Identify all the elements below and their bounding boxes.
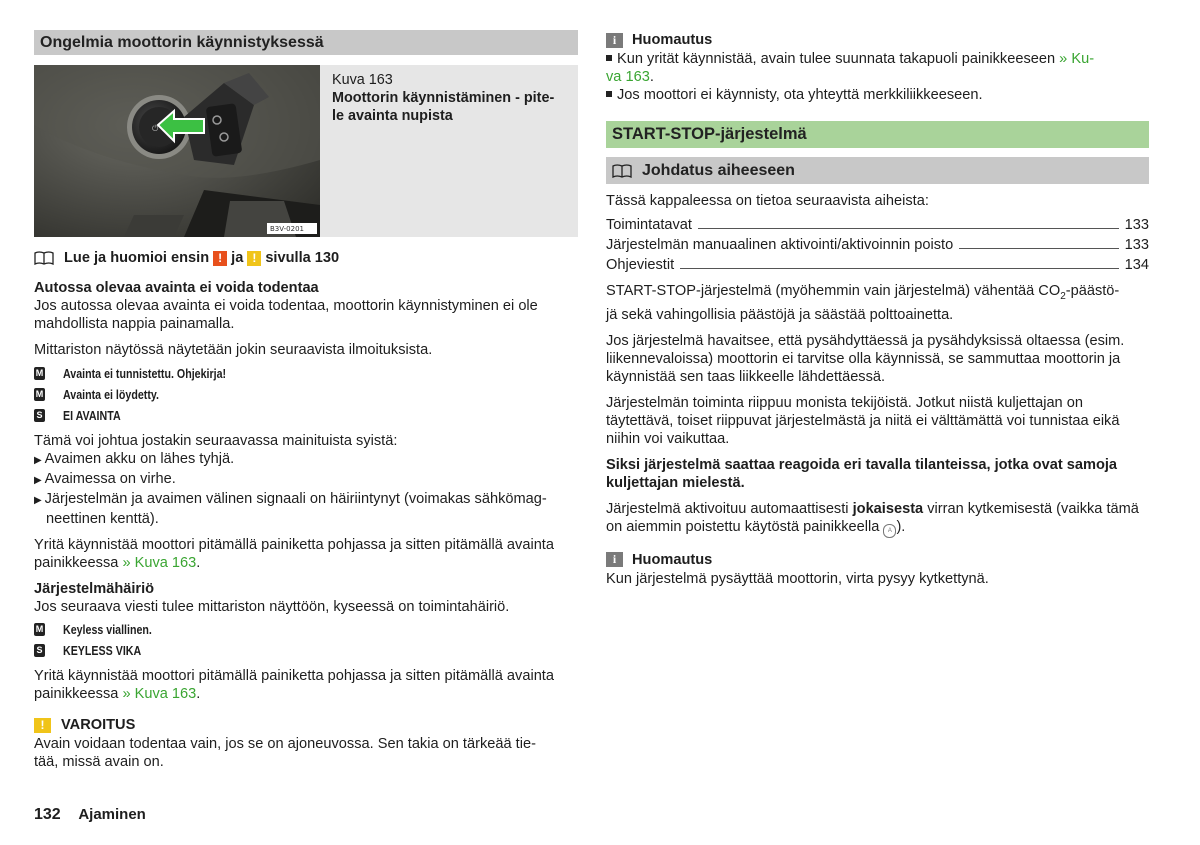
figure-code: B3V-0201	[270, 225, 304, 233]
book-icon	[612, 164, 632, 178]
warning-yellow-icon[interactable]: !	[247, 251, 261, 266]
toc-item[interactable]: Toimintatavat 133	[606, 217, 1149, 233]
list-item: S EI AVAINTA	[34, 405, 578, 426]
paragraph: Tässä kappaleessa on tietoa seuraavista aiheista:	[606, 193, 929, 209]
subheading-key-auth: Autossa olevaa avainta ei voida todentaa	[34, 280, 319, 296]
info-icon: i	[606, 33, 623, 48]
paragraph: Yritä käynnistää moottori pitämällä painiketta pohjassa ja sitten pitämällä avainta painikkeessa » Kuva 163.	[34, 668, 554, 702]
figure-link[interactable]: » Kuva 163	[122, 686, 197, 702]
paragraph: Tämä voi johtua jostakin seuraavassa mainituista syistä:	[34, 433, 398, 449]
paragraph: START-STOP-järjestelmä (myöhemmin vain järjestelmä) vähentää $CO_2-päästö-$ jä sekä vahingollisia päästöjä ja säästää polttoainetta.	[606, 283, 1120, 323]
note-heading: i Huomautus	[606, 30, 1149, 50]
figure-caption	[320, 65, 554, 237]
left-column	[34, 30, 578, 771]
list-item: ▶ Järjestelmän ja avaimen välinen signaali on häiriintynyt (voimakas sähkömag- neettinen kenttä).	[34, 491, 547, 527]
paragraph: Yritä käynnistää moottori pitämällä painiketta pohjassa ja sitten pitämällä avainta painikkeessa » Kuva 163.	[34, 537, 554, 571]
paragraph-bold: Siksi järjestelmä saattaa reagoida eri tavalla tilanteissa, jotka ovat samoja kuljettajan mielestä.	[606, 456, 1118, 491]
display-type-icon: S	[34, 409, 45, 422]
display-type-icon: M	[35, 624, 44, 634]
page-number: 132	[34, 806, 61, 823]
note-heading: i Huomautus	[606, 550, 1149, 570]
message-list-2	[34, 619, 578, 661]
paragraph: Mittariston näytössä näytetään jokin seuraavista ilmoituksista.	[34, 342, 433, 358]
figure-link[interactable]: » Kuva 163	[122, 555, 197, 571]
paragraph: Jos seuraava viesti tulee mittariston näyttöön, kyseessä on toimintahäiriö.	[34, 599, 510, 615]
section-title: Ongelmia moottorin käynnistyksessä	[34, 30, 578, 55]
note-item: Kun yrität käynnistää, avain tulee suunnata takapuoli painikkeeseen » Ku- va 163.	[606, 51, 1095, 85]
display-type-icon: M	[35, 389, 44, 399]
figure-link[interactable]: » Ku- va 163	[606, 51, 1095, 85]
warning-red-icon[interactable]: !	[213, 251, 227, 266]
paragraph: Jos autossa olevaa avainta ei voida todentaa, moottorin käynnistyminen ei ole mahdollista nappia painamalla.	[34, 298, 538, 332]
note-item: Jos moottori ei käynnisty, ota yhteyttä merkkiliikkeeseen.	[606, 86, 1149, 104]
warning-heading: ! VAROITUS	[34, 715, 578, 735]
display-type-icon: S	[34, 644, 45, 657]
chapter-name: Ajaminen	[78, 806, 146, 823]
list-item: ▶ Avaimen akku on lähes tyhjä.	[34, 451, 235, 467]
causes-list	[34, 450, 578, 528]
list-item: ▶ Avaimessa on virhe.	[34, 471, 176, 487]
toc-item[interactable]: Ohjeviestit 134	[606, 257, 1149, 273]
book-icon	[34, 251, 54, 265]
section-title: START-STOP-järjestelmä	[606, 121, 1149, 148]
warning-icon: !	[34, 718, 51, 733]
figure-163	[34, 65, 578, 237]
warning-text: Avain voidaan todentaa vain, jos se on ajoneuvossa. Sen takia on tärkeää tie- tää, missä avain on.	[34, 736, 536, 770]
figure-caption-title: Moottorin käynnistäminen - pite- le avainta nupista	[332, 90, 555, 124]
start-stop-off-icon: A	[883, 524, 896, 538]
display-type-icon: M	[35, 368, 44, 378]
subheading-system-fault: Järjestelmähäiriö	[34, 581, 155, 597]
right-column	[606, 30, 1149, 588]
list-item: M Avainta ei löydetty.	[35, 386, 159, 402]
toc-item[interactable]: Järjestelmän manuaalinen aktivointi/aktivoinnin poisto 133	[606, 237, 1149, 253]
paragraph: Järjestelmä aktivoituu automaattisesti jokaisesta virran kytkemisestä (vaikka tämä on aiemmin poistettu käytöstä painikkeella A ).	[606, 500, 1149, 538]
figure-label: Kuva 163	[332, 72, 393, 88]
svg-text:⏻: ⏻	[152, 124, 159, 133]
paragraph: Jos järjestelmä havaitsee, että pysähdyttäessä ja pysähdyksissä oltaessa (esim. liikennevaloissa) moottorin ei tarvitse olla käynnissä, se sammuttaa moottorin ja käynnistää sen taas liikkeelle lähdettäessä.	[606, 332, 1125, 385]
toc-list	[606, 214, 1149, 274]
page-footer	[34, 806, 146, 824]
read-first-line: Lue ja huomioi ensin ! ja ! sivulla 130	[34, 249, 578, 267]
list-item: M Keyless viallinen.	[35, 621, 152, 637]
intro-title: Johdatus aiheeseen	[606, 157, 1149, 184]
message-list-1	[34, 363, 578, 426]
list-item: M Avainta ei tunnistettu. Ohjekirja!	[35, 365, 227, 381]
info-icon: i	[606, 552, 623, 567]
list-item: S KEYLESS VIKA	[34, 640, 578, 661]
paragraph: Järjestelmän toiminta riippuu monista tekijöistä. Jotkut niistä kuljettajan on täytettävä, toiset riippuvat järjestelmästä ja niitä ei välttämättä voi tunnistaa eikä niihin voi vaikuttaa.	[606, 394, 1120, 447]
ignition-button-photo	[34, 65, 320, 237]
note-text: Kun järjestelmä pysäyttää moottorin, virta pysyy kytkettynä.	[606, 570, 989, 587]
